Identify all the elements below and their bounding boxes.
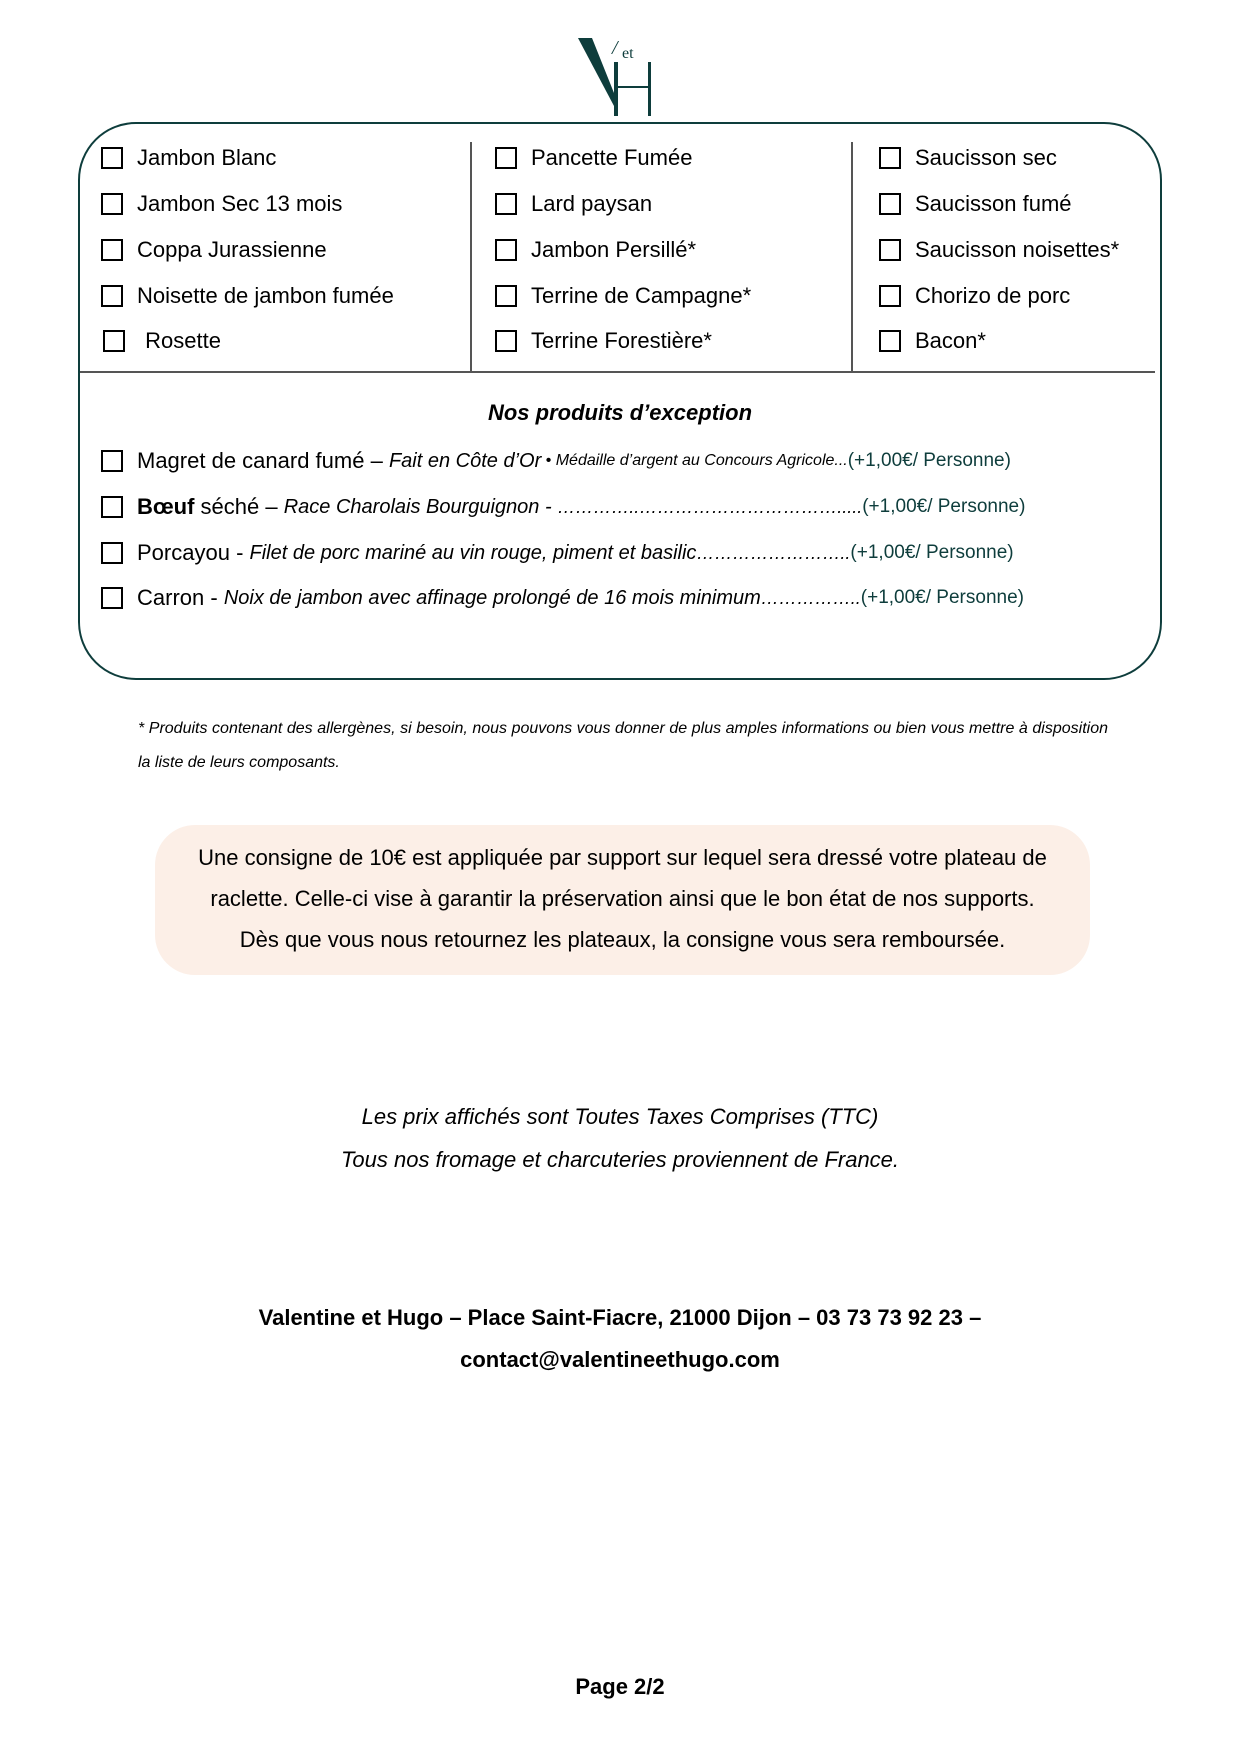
product-item[interactable] <box>879 281 1070 311</box>
allergen-footnote: * Produits contenant des allergènes, si besoin, nous pouvons vous donner de plus amples informations ou bien vous mettre à disposition la liste de leurs composants. <box>138 720 1108 771</box>
leader-dots: …………..……………………………..... <box>557 496 863 517</box>
exception-desc: Race Charolais Bourguignon - <box>283 495 558 518</box>
exception-name: Porcayou <box>137 540 230 565</box>
separator: - <box>204 585 224 610</box>
origin-note: Tous nos fromage et charcuteries proviennent de France. <box>340 1147 900 1172</box>
product-item[interactable] <box>101 281 394 311</box>
logo-h-left <box>614 62 618 116</box>
product-label: Jambon Sec 13 mois <box>137 191 343 216</box>
product-item[interactable] <box>101 189 342 219</box>
ttc-note: Les prix affichés sont Toutes Taxes Comprises (TTC) <box>361 1104 879 1129</box>
separator: – <box>259 494 284 519</box>
product-item[interactable] <box>103 326 221 356</box>
checkbox[interactable] <box>101 542 123 564</box>
product-item[interactable] <box>101 235 327 265</box>
product-label: Terrine de Campagne* <box>531 283 752 308</box>
exception-desc: Noix de jambon avec affinage prolongé de 16 mois minimum <box>223 586 761 609</box>
checkbox[interactable] <box>101 450 123 472</box>
checkbox[interactable] <box>495 239 517 261</box>
product-item[interactable] <box>101 143 276 173</box>
exception-item[interactable] <box>101 538 1014 568</box>
checkbox[interactable] <box>101 285 123 307</box>
product-label: Pancette Fumée <box>531 145 693 170</box>
exception-name: Carron <box>137 585 205 610</box>
checkbox[interactable] <box>879 193 901 215</box>
product-label: Bacon* <box>915 328 986 353</box>
checkbox[interactable] <box>879 147 901 169</box>
exception-title: Nos produits d’exception <box>487 400 753 425</box>
product-item[interactable] <box>879 235 1119 265</box>
consigne-notice <box>155 825 1090 975</box>
checkbox[interactable] <box>101 496 123 518</box>
product-item[interactable] <box>495 143 692 173</box>
leader-dots: …………………….. <box>696 542 851 563</box>
exception-desc: Filet de porc mariné au vin rouge, piment et basilic <box>249 541 697 564</box>
logo-et: et <box>622 45 634 62</box>
separator: – <box>364 448 389 473</box>
checkbox[interactable] <box>495 193 517 215</box>
product-item[interactable] <box>879 143 1057 173</box>
product-item[interactable] <box>495 326 712 356</box>
vh-logo <box>578 34 668 118</box>
exception-price: (+1,00€/ Personne) <box>860 587 1024 608</box>
product-label: Saucisson fumé <box>915 191 1072 216</box>
checkbox[interactable] <box>495 330 517 352</box>
product-item[interactable] <box>879 189 1072 219</box>
exception-item[interactable] <box>101 446 1011 476</box>
leader-dots: …………….. <box>760 587 861 608</box>
checkbox[interactable] <box>879 330 901 352</box>
checkbox[interactable] <box>879 239 901 261</box>
exception-name: Magret de canard fumé <box>137 448 365 473</box>
checkbox[interactable] <box>101 239 123 261</box>
section-divider <box>80 371 1155 373</box>
product-label: Noisette de jambon fumée <box>137 283 394 308</box>
consigne-line: Dès que vous nous retournez les plateaux, la consigne vous sera remboursée. <box>239 927 1006 952</box>
product-item[interactable] <box>495 235 696 265</box>
logo-small-v: / <box>612 37 618 59</box>
product-item[interactable] <box>879 326 986 356</box>
product-label: Jambon Blanc <box>137 145 277 170</box>
product-label: Saucisson sec <box>915 145 1057 170</box>
column-divider <box>851 142 853 372</box>
product-label: Saucisson noisettes* <box>915 237 1120 262</box>
consigne-line: raclette. Celle-ci vise à garantir la préservation ainsi que le bon état de nos supports. <box>210 886 1035 911</box>
product-label: Jambon Persillé* <box>531 237 697 262</box>
consigne-line: Une consigne de 10€ est appliquée par support sur lequel sera dressé votre plateau de <box>198 845 1047 870</box>
product-label: Chorizo de porc <box>915 283 1071 308</box>
checkbox[interactable] <box>879 285 901 307</box>
product-label: Rosette <box>139 328 221 353</box>
exception-desc: Fait en Côte d’Or <box>388 449 542 472</box>
checkbox[interactable] <box>101 587 123 609</box>
product-label: Terrine Forestière* <box>531 328 712 353</box>
checkbox[interactable] <box>103 330 125 352</box>
price-notes <box>0 1095 1240 1181</box>
product-item[interactable] <box>495 281 751 311</box>
checkbox[interactable] <box>495 147 517 169</box>
exception-item[interactable] <box>101 583 1024 613</box>
checkbox[interactable] <box>495 285 517 307</box>
separator: - <box>229 540 250 565</box>
exception-name-bold: Bœuf <box>137 494 195 519</box>
exception-item[interactable] <box>101 492 1025 522</box>
checkbox[interactable] <box>101 193 123 215</box>
contact-info <box>0 1297 1240 1381</box>
page-number: Page 2/2 <box>575 1674 665 1699</box>
exception-price: (+1,00€/ Personne) <box>862 496 1026 517</box>
product-label: Lard paysan <box>531 191 653 216</box>
email-link[interactable]: contact@valentineethugo.com <box>460 1347 780 1372</box>
logo-v-icon <box>578 38 616 106</box>
exception-price: (+1,00€/ Personne) <box>847 450 1011 471</box>
checkbox[interactable] <box>101 147 123 169</box>
product-label: Coppa Jurassienne <box>137 237 327 262</box>
product-item[interactable] <box>495 189 652 219</box>
exception-price: (+1,00€/ Personne) <box>850 542 1014 563</box>
address-line: Valentine et Hugo – Place Saint-Fiacre, 21000 Dijon – 03 73 73 92 23 – <box>258 1305 982 1330</box>
exception-name: séché <box>194 494 260 519</box>
logo-h-right <box>648 62 651 116</box>
logo-h-bar <box>616 86 650 88</box>
exception-extra: • Médaille d’argent au Concours Agricole... <box>541 452 848 469</box>
column-divider <box>470 142 472 372</box>
